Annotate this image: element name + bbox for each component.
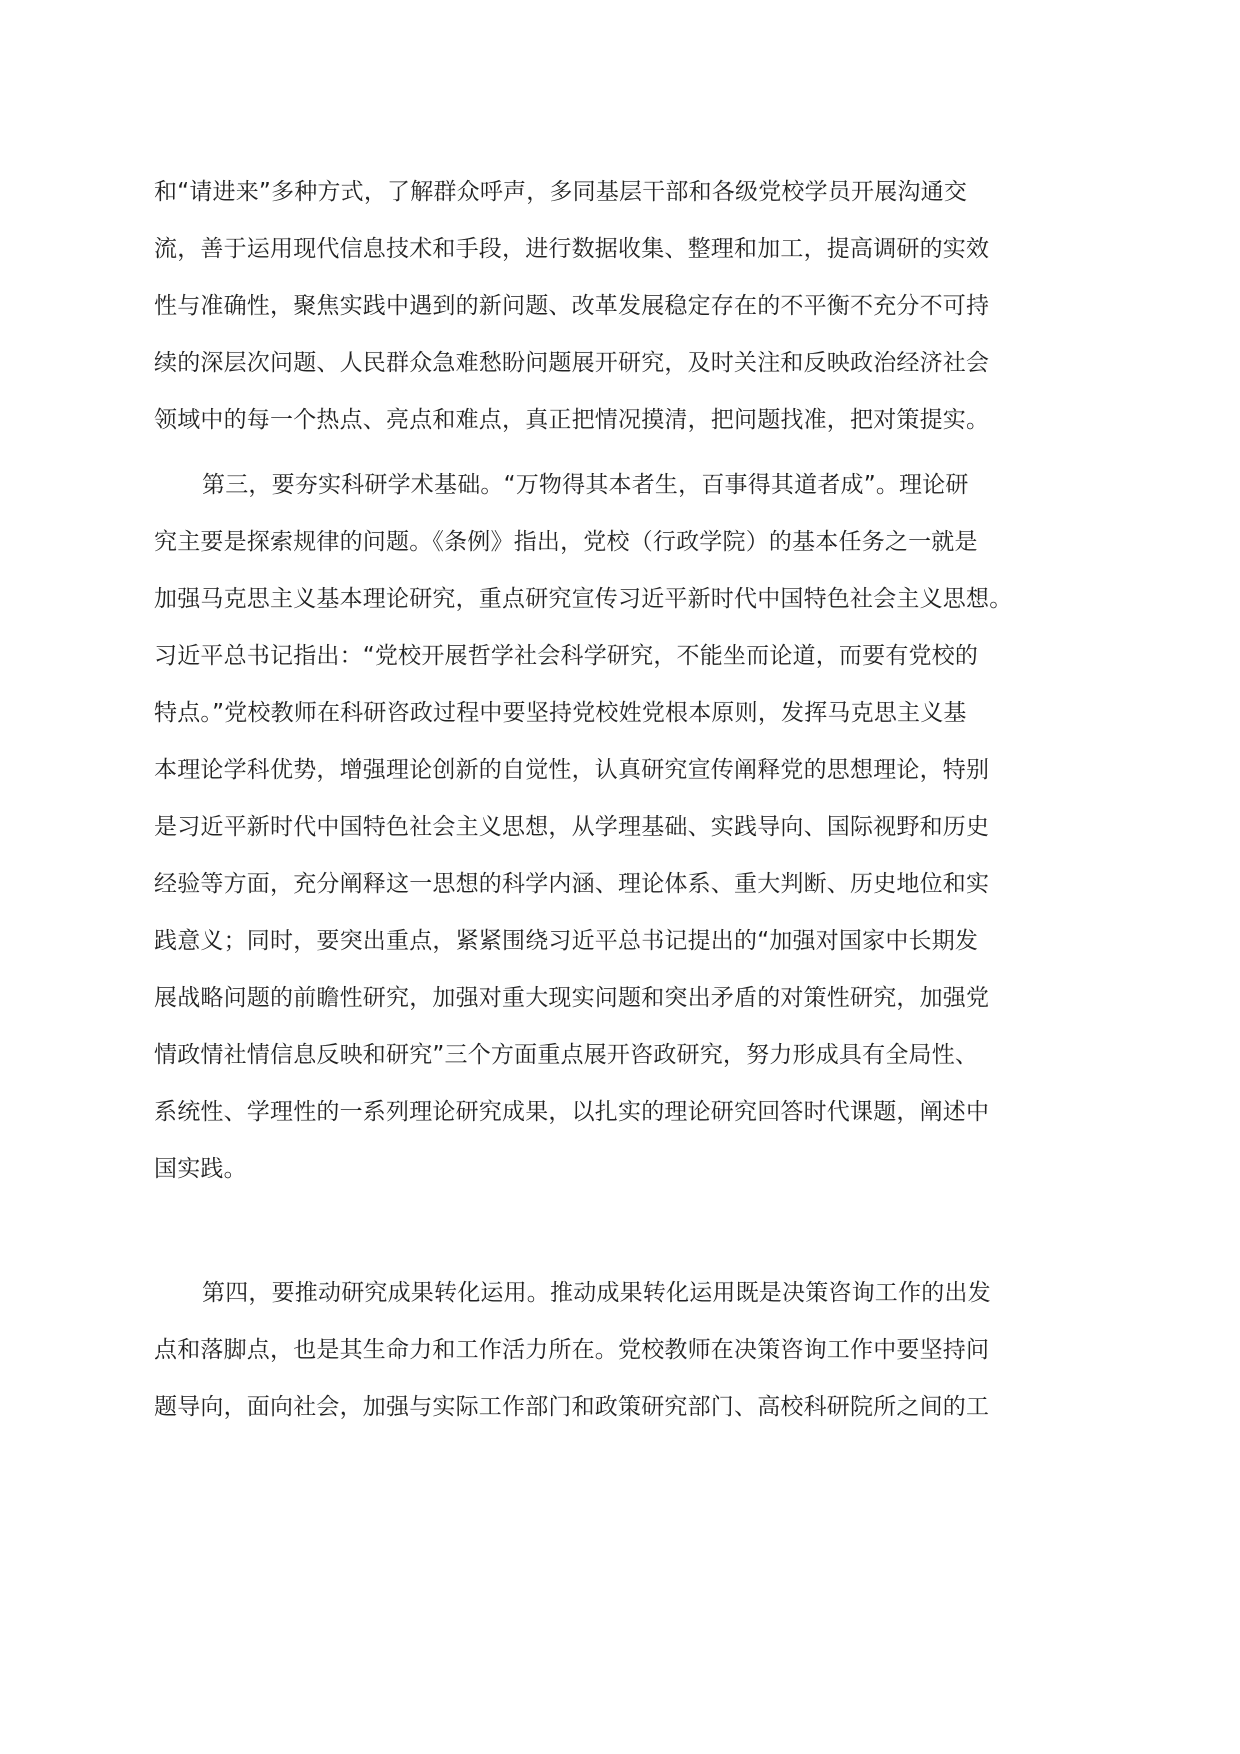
text-line: 续的深层次问题、人民群众急难愁盼问题展开研究，及时关注和反映政治经济社会 — [154, 350, 990, 376]
text-line: 是习近平新时代中国特色社会主义思想，从学理基础、实践导向、国际视野和历史 — [154, 814, 990, 840]
text-line: 经验等方面，充分阐释这一思想的科学内涵、理论体系、重大判断、历史地位和实 — [154, 871, 990, 897]
text-line: 究主要是探索规律的问题。《条例》指出，党校（行政学院）的基本任务之一就是 — [154, 529, 978, 555]
text-line: 领域中的每一个热点、亮点和难点，真正把情况摸清，把问题找准，把对策提实。 — [154, 407, 990, 433]
text-line: 题导向，面向社会，加强与实际工作部门和政策研究部门、高校科研院所之间的工 — [154, 1394, 990, 1420]
text-line: 践意义；同时，要突出重点，紧紧围绕习近平总书记提出的“加强对国家中长期发 — [154, 928, 979, 954]
text-line: 习近平总书记指出：“党校开展哲学社会科学研究，不能坐而论道，而要有党校的 — [154, 643, 979, 669]
text-line: 第四，要推动研究成果转化运用。推动成果转化运用既是决策咨询工作的出发 — [202, 1280, 991, 1306]
text-line: 情政情社情信息反映和研究”三个方面重点展开咨政研究，努力形成具有全局性、 — [154, 1042, 979, 1068]
text-line: 第三，要夯实科研学术基础。“万物得其本者生，百事得其道者成”。理论研 — [202, 472, 969, 498]
text-line: 加强马克思主义基本理论研究，重点研究宣传习近平新时代中国特色社会主义思想。 — [154, 586, 1013, 612]
text-line: 特点。”党校教师在科研咨政过程中要坚持党校姓党根本原则，发挥马克思主义基 — [154, 700, 967, 726]
text-line: 本理论学科优势，增强理论创新的自觉性，认真研究宣传阐释党的思想理论，特别 — [154, 757, 990, 783]
text-line: 国实践。 — [154, 1156, 247, 1182]
text-line: 和“请进来”多种方式，了解群众呼声，多同基层干部和各级党校学员开展沟通交 — [154, 179, 968, 205]
text-line: 点和落脚点，也是其生命力和工作活力所在。党校教师在决策咨询工作中要坚持问 — [154, 1337, 990, 1363]
text-line: 流，善于运用现代信息技术和手段，进行数据收集、整理和加工，提高调研的实效 — [154, 236, 990, 262]
text-line: 系统性、学理性的一系列理论研究成果，以扎实的理论研究回答时代课题，阐述中 — [154, 1099, 990, 1125]
text-line: 性与准确性，聚焦实践中遇到的新问题、改革发展稳定存在的不平衡不充分不可持 — [154, 293, 990, 319]
text-line: 展战略问题的前瞻性研究，加强对重大现实问题和突出矛盾的对策性研究，加强党 — [154, 985, 990, 1011]
